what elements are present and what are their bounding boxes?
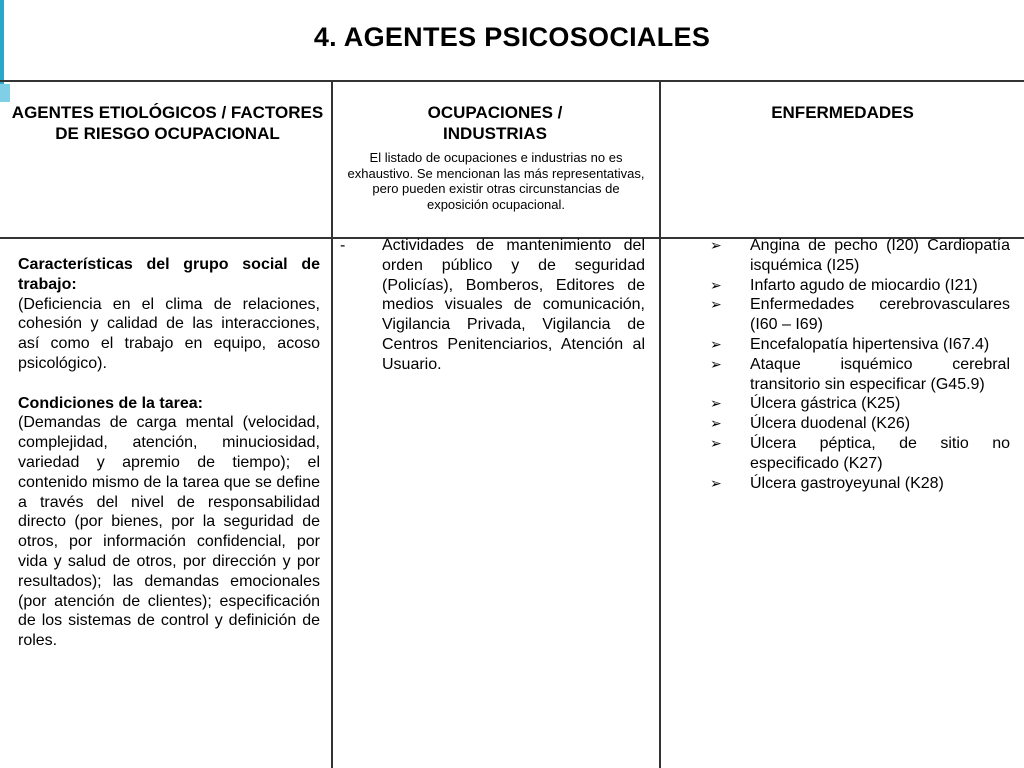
header-agents: AGENTES ETIOLÓGICOS / FACTORES DE RIESGO OCUPACIONAL bbox=[11, 103, 324, 143]
arrow-bullet-icon: ➢ bbox=[710, 237, 722, 253]
disease-item: ➢ Ataque isquémico cerebral transitorio sin especificar (G45.9) bbox=[710, 355, 1010, 393]
arrow-bullet-icon: ➢ bbox=[710, 296, 722, 313]
agent-group-heading: Características del grupo social de trabajo: bbox=[18, 256, 320, 293]
header-diseases: ENFERMEDADES bbox=[771, 103, 914, 122]
disease-item: ➢ Infarto agudo de miocardio (I21) bbox=[710, 276, 978, 294]
page-title: 4. AGENTES PSICOSOCIALES bbox=[313, 22, 711, 52]
occupation-text: Actividades de mantenimiento del orden público y de seguridad (Policías), Bomberos, Editores de medios visuales de comunicación, Vigilancia Privada, Vigilancia de Centros Penitenciarios, Atención al Usuario. bbox=[382, 237, 645, 373]
agent-task-heading: Condiciones de la tarea: bbox=[18, 394, 203, 412]
slide-edge-accent-tab bbox=[0, 84, 10, 102]
header-occupations: OCUPACIONES / INDUSTRIAS bbox=[427, 103, 563, 143]
disease-item: ➢ Enfermedades cerebrovasculares (I60 – I69) bbox=[710, 296, 1010, 334]
arrow-bullet-icon: ➢ bbox=[710, 415, 722, 432]
disease-item: ➢ Úlcera duodenal (K26) bbox=[710, 415, 911, 433]
disease-item: ➢ Angina de pecho (I20) Cardiopatía isquémica (I25) bbox=[710, 237, 1010, 274]
disease-item: ➢ Encefalopatía hipertensiva (I67.4) bbox=[710, 335, 990, 353]
header-occupations-note: El listado de ocupaciones e industrias no es exhaustivo. Se mencionan las más representativas, pero pueden existir otras circunstancias de exposición ocupacional. bbox=[347, 150, 645, 212]
agent-group-text: (Deficiencia en el clima de relaciones, cohesión y calidad de las interacciones, así como el trabajo en equipo, acoso psicológico). bbox=[18, 295, 320, 372]
disease-item: ➢ Úlcera péptica, de sitio no especificado (K27) bbox=[710, 434, 1010, 472]
diseases-list bbox=[710, 236, 1010, 493]
disease-item: ➢ Úlcera gástrica (K25) bbox=[710, 395, 901, 413]
disease-item: ➢ Úlcera gastroyeyunal (K28) bbox=[710, 474, 944, 492]
arrow-bullet-icon: ➢ bbox=[710, 434, 722, 451]
column-divider-1 bbox=[331, 80, 333, 768]
table-top-border bbox=[0, 80, 1024, 82]
arrow-bullet-icon: ➢ bbox=[710, 276, 722, 293]
arrow-bullet-icon: ➢ bbox=[710, 474, 722, 491]
agent-task-text: (Demandas de carga mental (velocidad, complejidad, atención, minuciosidad, variedad y apremio de tiempo); el contenido mismo de la tarea que se define a través del nivel de responsabilidad directo (por bienes, por la seguridad de otros, por información confidencial, por vida y salud de otros, por dirección y por resultados); las demandas emocionales (por atención de clientes); especificación de los sistemas de control y definición de roles. bbox=[18, 414, 320, 650]
arrow-bullet-icon: ➢ bbox=[710, 335, 722, 352]
arrow-bullet-icon: ➢ bbox=[710, 395, 722, 412]
column-divider-2 bbox=[659, 80, 661, 768]
occupation-bullet: - bbox=[340, 237, 346, 254]
arrow-bullet-icon: ➢ bbox=[710, 355, 722, 372]
agents-cell bbox=[18, 255, 320, 651]
